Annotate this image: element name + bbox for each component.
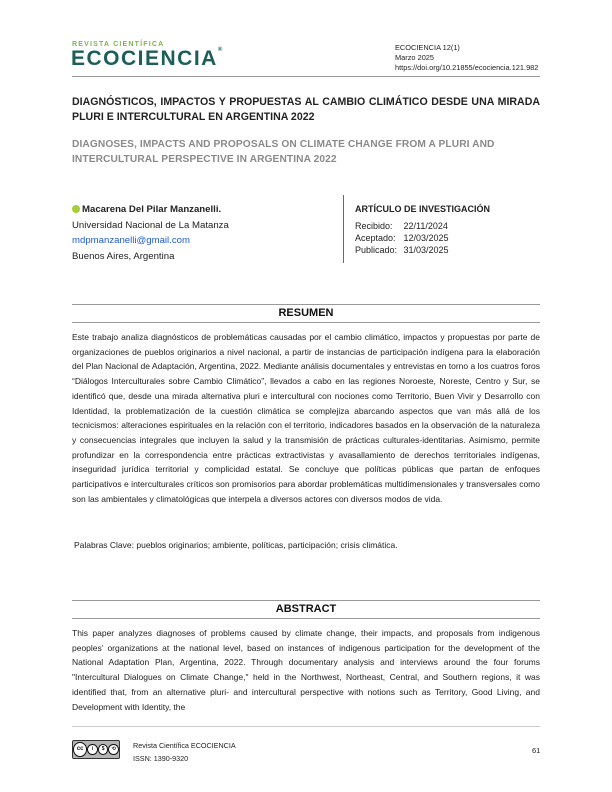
received-date: 22/11/2024 xyxy=(403,221,448,231)
author-name: Macarena Del Pilar Manzanelli. xyxy=(82,204,222,215)
published-label: Publicado: xyxy=(355,245,398,255)
accepted-label: Aceptado: xyxy=(355,233,396,243)
resumen-top-rule xyxy=(72,304,540,305)
author-location: Buenos Aires, Argentina xyxy=(72,250,175,262)
footer-issn: ISSN: 1390-9320 xyxy=(133,753,189,763)
resumen-body xyxy=(72,330,540,506)
author-email[interactable]: mdpmanzanelli@gmail.com xyxy=(72,235,190,246)
page-number: 61 xyxy=(532,746,541,755)
creative-commons-badge[interactable] xyxy=(72,740,120,759)
abstract-top-rule xyxy=(72,600,540,601)
abstract-bottom-rule xyxy=(72,618,540,619)
issue-date: Marzo 2025 xyxy=(395,53,435,63)
journal-meta xyxy=(395,43,538,74)
by-icon: i xyxy=(87,744,98,755)
journal-logo-text: ECOCIENCIA xyxy=(71,47,218,70)
author-block xyxy=(72,202,229,264)
journal-logo xyxy=(71,47,222,71)
published-date: 31/03/2025 xyxy=(403,245,449,255)
journal-issue: ECOCIENCIA 12(1) xyxy=(395,43,460,52)
abstract-paragraph: This paper analyzes diagnoses of problems caused by climate change, their impacts, and proposals from indigenous peoples’ organizations at the national level, based on instances of indigenous participation for the development of the National Adaptation Plan, Argentina, 2022. Through documentary analysis and interviews around the four forums "Intercultural Dialogues on Climate Change," held in the Northwest, Northeast, Central, and Southern regions, it was identified that, from an alternative pluri- and intercultural perspective with notions such as Territory, Good Living, and Development with Identity, the xyxy=(72,628,540,712)
orcid-icon[interactable] xyxy=(72,205,80,213)
footer-divider xyxy=(72,726,540,727)
article-type: ARTÍCULO DE INVESTIGACIÓN xyxy=(355,204,491,214)
resumen-bottom-rule xyxy=(72,322,540,323)
abstract-heading: ABSTRACT xyxy=(275,603,337,615)
journal-logo-subtitle: REVISTA CIENTÍFICA xyxy=(72,41,165,48)
sa-icon: ⟲ xyxy=(108,744,119,755)
doi-link[interactable]: https://doi.org/10.21855/ecociencia.121.982 xyxy=(395,63,539,73)
keywords: Palabras Clave: pueblos originarios; ambiente, políticas, participación; crisis climática. xyxy=(74,540,398,550)
title-spanish: DIAGNÓSTICOS, IMPACTOS Y PROPUESTAS AL CAMBIO CLIMÁTICO DESDE UNA MIRADA PLURI E INTERCULTURAL EN ARGENTINA 2022 xyxy=(72,96,540,123)
author-article-divider xyxy=(343,195,344,263)
resumen-heading: RESUMEN xyxy=(278,307,334,319)
title-english: DIAGNOSES, IMPACTS AND PROPOSALS ON CLIMATE CHANGE FROM A PLURI AND INTERCULTURAL PERSPECTIVE IN ARGENTINA 2022 xyxy=(72,139,495,165)
footer-journal: Revista Científica ECOCIENCIA xyxy=(133,741,236,750)
abstract-body xyxy=(72,626,540,714)
resumen-paragraph: Este trabajo analiza diagnósticos de problemáticas causadas por el cambio climático, impactos y propuestas por parte de organizaciones de pueblos originarios a nivel nacional, a partir de instancias de participación indígena para la elaboración del Plan Nacional de Adaptación, Argentina, 2022. Mediante análisis documentales y entrevistas en torno a los cuatros foros “Diálogos Interculturales sobre Cambio Climático”, llevados a cabo en las regiones Noroeste, Noreste, Centro y Sur, se identificó que, desde una mirada alternativa pluri e intercultural con nociones como Territorio, Buen Vivir y Desarrollo con Identidad, la problematización de la cuestión climática se complejiza abarcando aspectos que van más allá de los tecnicismos: alteraciones espirituales en la relación con el territorio, indicadores basados en la observación de la naturaleza y consecuencias integrales que incluyen la salud y la transmisión de prácticas culturales-identitarias. Asimismo, permite profundizar en la correspondencia entre prácticas extractivistas y avasallamiento de derechos territoriales indígenas, inseguridad jurídica territorial y complicidad estatal. Se concluye que políticas públicas que partan de enfoques participativos e interculturales críticos son promisorios para abordar problemáticas multidimensionales y transversales como son las ambientales y climatológicas que interpela a diversos actores con diversos modos de vida. xyxy=(72,332,540,504)
header-divider xyxy=(72,76,540,77)
cc-icon: cc xyxy=(73,742,87,757)
accepted-date: 12/03/2025 xyxy=(403,233,449,243)
author-affiliation: Universidad Nacional de La Matanza xyxy=(72,219,229,231)
nc-icon: $ xyxy=(98,744,109,755)
footer-info xyxy=(133,740,236,765)
article-info xyxy=(355,203,490,256)
received-label: Recibido: xyxy=(355,221,393,231)
registered-mark: ® xyxy=(217,47,223,53)
